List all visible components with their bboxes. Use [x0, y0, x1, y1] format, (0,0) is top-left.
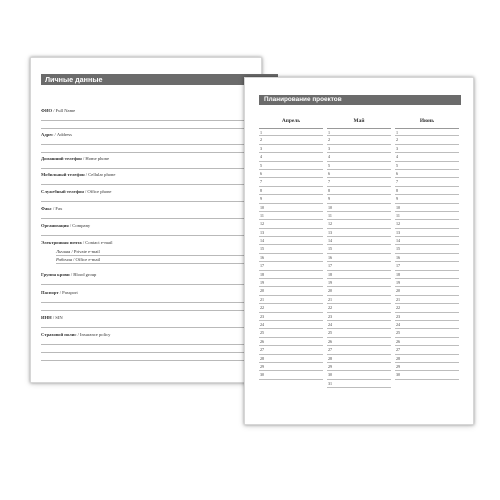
write-in-line[interactable]	[41, 152, 278, 153]
day-row[interactable]: 23	[327, 313, 391, 321]
day-row[interactable]: 2	[395, 136, 459, 144]
day-row[interactable]: 6	[395, 170, 459, 178]
write-in-line[interactable]	[41, 144, 278, 145]
day-row[interactable]: 29	[259, 363, 323, 371]
day-row[interactable]: 21	[259, 296, 323, 304]
personal-data-title: Личные данные	[41, 74, 278, 85]
field-label: Адрес / Address	[41, 132, 72, 137]
day-row[interactable]: 5	[259, 162, 323, 170]
day-row[interactable]: 14	[327, 237, 391, 245]
day-row[interactable]: 12	[259, 220, 323, 228]
day-row[interactable]: 18	[327, 271, 391, 279]
day-row[interactable]: 10	[259, 204, 323, 212]
day-row[interactable]: 4	[327, 153, 391, 161]
day-row[interactable]: 13	[327, 229, 391, 237]
day-row[interactable]: 11	[259, 212, 323, 220]
write-in-line[interactable]	[41, 360, 278, 361]
field-label: Служебный телефон / Office phone	[41, 189, 112, 194]
field-label: Группа крови / Blood group	[41, 272, 97, 277]
month-column	[327, 128, 391, 388]
day-row[interactable]: 1	[259, 128, 323, 136]
day-row[interactable]: 2	[327, 136, 391, 144]
day-row[interactable]: 28	[259, 355, 323, 363]
day-row[interactable]: 7	[259, 178, 323, 186]
day-row[interactable]: 9	[395, 195, 459, 203]
day-row[interactable]: 11	[327, 212, 391, 220]
day-row[interactable]: 17	[395, 262, 459, 270]
day-row[interactable]: 26	[259, 338, 323, 346]
day-row[interactable]: 27	[395, 346, 459, 354]
day-row[interactable]: 12	[327, 220, 391, 228]
field-label: Рабочая / Office e-mail	[56, 257, 101, 262]
day-row[interactable]: 12	[395, 220, 459, 228]
day-row[interactable]: 27	[327, 346, 391, 354]
day-row[interactable]: 29	[395, 363, 459, 371]
write-in-line[interactable]	[41, 235, 278, 236]
day-row[interactable]: 8	[327, 187, 391, 195]
write-in-line[interactable]	[41, 327, 278, 328]
day-row[interactable]: 28	[395, 355, 459, 363]
day-row[interactable]: 9	[327, 195, 391, 203]
day-row[interactable]: 19	[259, 279, 323, 287]
day-row[interactable]: 24	[395, 321, 459, 329]
day-row[interactable]: 25	[259, 329, 323, 337]
day-row[interactable]: 16	[327, 254, 391, 262]
day-row[interactable]: 3	[327, 145, 391, 153]
field-label: Личная / Private e-mail	[56, 249, 100, 254]
write-in-line[interactable]	[41, 344, 278, 345]
day-row[interactable]: 16	[259, 254, 323, 262]
day-row[interactable]: 17	[327, 262, 391, 270]
day-row[interactable]: 10	[395, 204, 459, 212]
day-row[interactable]: 17	[259, 262, 323, 270]
day-row[interactable]: 1	[395, 128, 459, 136]
project-planning-title: Планирование проектов	[259, 95, 461, 105]
day-row[interactable]: 20	[259, 287, 323, 295]
day-row[interactable]: 30	[259, 371, 323, 379]
write-in-line[interactable]	[41, 168, 278, 169]
write-in-line[interactable]	[41, 310, 278, 311]
field-label: Паспорт / Passport	[41, 290, 78, 295]
day-row[interactable]: 23	[395, 313, 459, 321]
day-row[interactable]: 1	[327, 128, 391, 136]
write-in-line[interactable]	[41, 218, 278, 219]
day-row[interactable]: 24	[259, 321, 323, 329]
day-row[interactable]: 27	[259, 346, 323, 354]
day-row[interactable]: 18	[259, 271, 323, 279]
day-row[interactable]: 22	[259, 304, 323, 312]
field-label: Мобильный телефон / Cellular phone	[41, 172, 116, 177]
write-in-line[interactable]	[41, 284, 278, 285]
day-row[interactable]: 22	[395, 304, 459, 312]
month-header: Май	[353, 118, 365, 124]
day-row[interactable]: 26	[395, 338, 459, 346]
month-header: Июнь	[419, 118, 435, 124]
day-row[interactable]: 25	[327, 329, 391, 337]
day-row[interactable]: 24	[327, 321, 391, 329]
day-row[interactable]: 29	[327, 363, 391, 371]
day-row[interactable]: 3	[259, 145, 323, 153]
write-in-line[interactable]	[41, 128, 278, 129]
day-row[interactable]: 19	[395, 279, 459, 287]
write-in-line[interactable]	[41, 120, 278, 121]
field-label: ИНН / SIN	[41, 315, 63, 320]
field-label: Страховой полис / Insurance policy	[41, 332, 111, 337]
day-row[interactable]: 23	[259, 313, 323, 321]
day-row[interactable]: 8	[259, 187, 323, 195]
day-row[interactable]: 28	[327, 355, 391, 363]
day-row[interactable]: 15	[327, 245, 391, 253]
day-row[interactable]: 25	[395, 329, 459, 337]
day-row[interactable]: 4	[259, 153, 323, 161]
field-label: Домашний телефон / Home phone	[41, 156, 110, 161]
day-row[interactable]: 11	[395, 212, 459, 220]
day-row[interactable]: 14	[259, 237, 323, 245]
day-row[interactable]: 7	[327, 178, 391, 186]
field-label: Электронная почта / Contact e-mail	[41, 240, 113, 245]
month-column	[395, 128, 459, 380]
day-row[interactable]: 22	[327, 304, 391, 312]
day-row[interactable]: 6	[327, 170, 391, 178]
day-row[interactable]: 30	[327, 371, 391, 379]
day-row[interactable]: 31	[327, 380, 391, 388]
day-row[interactable]: 21	[395, 296, 459, 304]
field-label: Организация / Company	[41, 223, 91, 228]
field-label: ФИО / Full Name	[41, 108, 76, 113]
month-column	[259, 128, 323, 380]
day-row[interactable]: 13	[395, 229, 459, 237]
day-row[interactable]: 5	[395, 162, 459, 170]
day-row[interactable]: 14	[395, 237, 459, 245]
day-row[interactable]: 5	[327, 162, 391, 170]
day-row[interactable]: 20	[395, 287, 459, 295]
day-row[interactable]: 26	[327, 338, 391, 346]
write-in-line[interactable]	[41, 352, 278, 353]
day-row[interactable]: 21	[327, 296, 391, 304]
day-row[interactable]: 10	[327, 204, 391, 212]
day-row[interactable]: 30	[395, 371, 459, 379]
personal-data-page	[30, 57, 262, 383]
day-row[interactable]: 6	[259, 170, 323, 178]
day-row[interactable]: 2	[259, 136, 323, 144]
day-row[interactable]: 13	[259, 229, 323, 237]
day-row[interactable]: 9	[259, 195, 323, 203]
day-row[interactable]: 3	[395, 145, 459, 153]
day-row[interactable]: 18	[395, 271, 459, 279]
day-row[interactable]: 4	[395, 153, 459, 161]
day-row[interactable]: 7	[395, 178, 459, 186]
month-header: Апрель	[281, 118, 301, 124]
field-label: Факс / Fax	[41, 206, 63, 211]
day-row[interactable]: 20	[327, 287, 391, 295]
project-planning-page	[244, 77, 474, 425]
day-row[interactable]: 15	[395, 245, 459, 253]
day-row[interactable]: 16	[395, 254, 459, 262]
day-row[interactable]: 19	[327, 279, 391, 287]
write-in-line[interactable]	[41, 184, 278, 185]
write-in-line[interactable]	[41, 302, 278, 303]
day-row[interactable]: 15	[259, 245, 323, 253]
write-in-line[interactable]	[41, 201, 278, 202]
day-row[interactable]: 8	[395, 187, 459, 195]
